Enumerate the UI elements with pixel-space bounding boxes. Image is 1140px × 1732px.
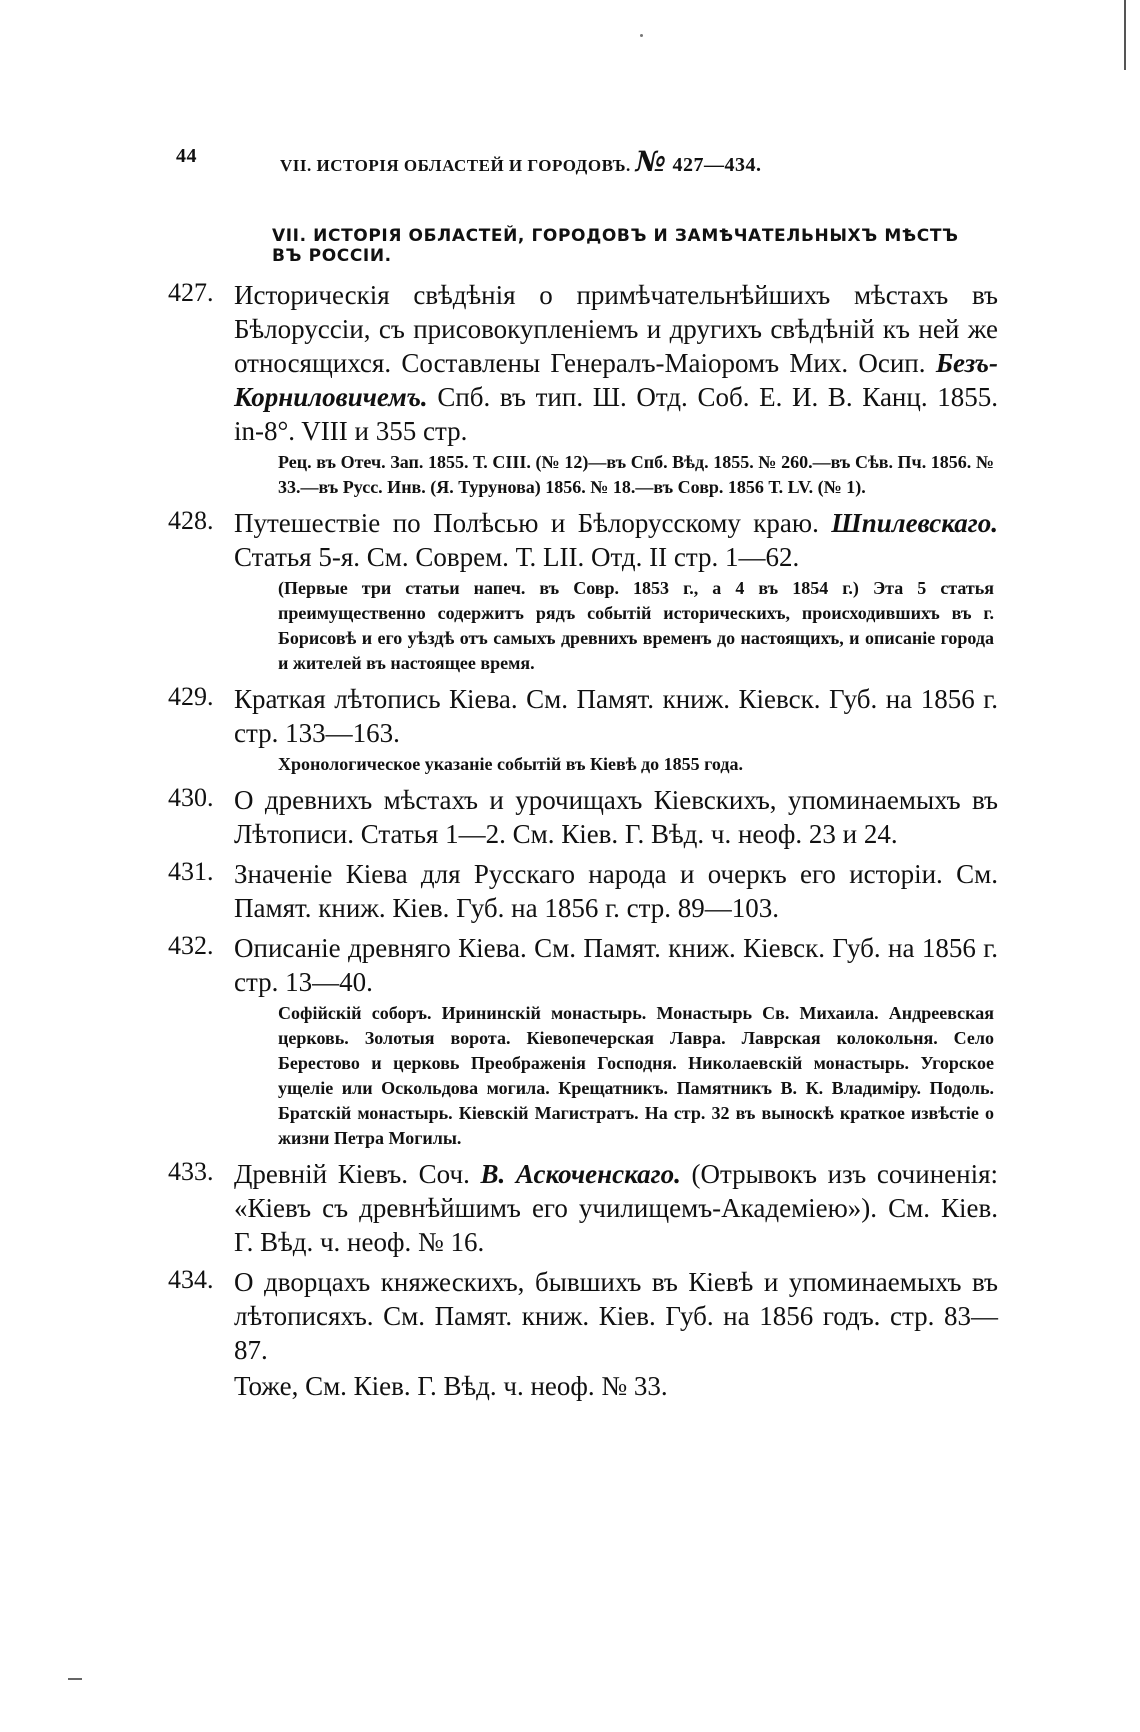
entry-number: 434. (168, 1265, 214, 1294)
entry-extra: Тоже, См. Кіев. Г. Вѣд. ч. неоф. № 33. (234, 1371, 668, 1401)
entry-text: Историческія свѣдѣнія о примѣчательнѣйшихъ мѣстахъ въ Бѣлоруссіи, съ присовокупленіемъ и другихъ свѣдѣній къ ней же относящихся. Составлены Генералъ-Маіоромъ Мих. Осип. Безъ-Корниловичемъ. Спб. въ тип. Ш. Отд. Соб. Е. И. В. Канц. 1855. in-8°. VIII и 355 стр. (234, 280, 998, 446)
entry-number: 428. (168, 506, 214, 535)
entry-author: В. Аскоченскаго. (480, 1159, 681, 1189)
entry-text: Значеніе Кіева для Русскаго народа и очеркъ его исторіи. См. Памят. книж. Кіев. Губ. на 1856 г. стр. 89—103. (234, 859, 998, 923)
entry-author: Шпилевскаго. (831, 508, 998, 538)
entry-note: Софійскій соборъ. Ирининскій монастырь. Монастырь Св. Михаила. Андреевская церковь. Золотыя ворота. Кіевопечерская Лавра. Лаврская колокольня. Село Берестово и церковь Преображенія Господня. Николаевскій монастырь. Угорское ущеліе или Оскольдова могила. Крещатникъ. Памятникъ В. К. Владиміру. Подоль. Братскій монастырь. Кіевскій Магистратъ. На стр. 32 въ выноскѣ краткое извѣстіе о жизни Петра Могилы. (278, 1003, 994, 1148)
entry-number: 431. (168, 857, 214, 886)
entry-number: 433. (168, 1157, 214, 1186)
entry-note: Хронологическое указаніе событій въ Кіевѣ до 1855 года. (278, 754, 743, 774)
page-number: 44 (176, 145, 197, 167)
entry-text: Краткая лѣтопись Кіева. См. Памят. книж. Кіевск. Губ. на 1856 г. стр. 133—163. (234, 684, 998, 748)
entry-author: Безъ-Корниловичемъ. (234, 348, 998, 412)
entry-note: Рец. въ Отеч. Зап. 1855. Т. CIII. (№ 12)—въ Спб. Вѣд. 1855. № 260.—въ Сѣв. Пч. 1856. № 33.—въ Русс. Инв. (Я. Турунова) 1856. № 18.—въ Совр. 1856 Т. LV. (№ 1). (278, 452, 994, 497)
numero-sign: № (635, 145, 667, 178)
print-speck (640, 34, 643, 37)
entry-433 (168, 1157, 998, 1259)
entry-number: 432. (168, 931, 214, 960)
entry-text: Описаніе древняго Кіева. См. Памят. книж. Кіевск. Губ. на 1856 г. стр. 13—40. (234, 933, 998, 997)
entries-list (168, 278, 998, 1409)
entry-432 (168, 931, 998, 1151)
margin-mark (68, 1678, 82, 1680)
entry-number: 427. (168, 278, 214, 307)
header-title: VII. ИСТОРІЯ ОБЛАСТЕЙ И ГОРОДОВЪ. № 427—434. (280, 145, 762, 178)
entry-number: 430. (168, 783, 214, 812)
entry-427 (168, 278, 998, 500)
entry-430 (168, 783, 998, 851)
entry-number: 429. (168, 682, 214, 711)
section-title: VII. ИСТОРІЯ ОБЛАСТЕЙ, ГОРОДОВЪ И ЗАМѢЧАТЕЛЬНЫХЪ МѢСТЪ ВЪ РОССІИ. (272, 226, 959, 266)
page-edge-line (1124, 0, 1126, 70)
entry-range: 427—434. (672, 154, 762, 176)
entry-434 (168, 1265, 998, 1403)
entry-text: Путешествіе по Полѣсью и Бѣлорусскому краю. Шпилевскаго. Статья 5-я. См. Соврем. Т. LII. Отд. II стр. 1—62. (234, 508, 998, 572)
entry-429 (168, 682, 998, 777)
entry-text: О древнихъ мѣстахъ и урочищахъ Кіевскихъ, упоминаемыхъ въ Лѣтописи. Статья 1—2. См. Кіев. Г. Вѣд. ч. неоф. 23 и 24. (234, 785, 998, 849)
entry-text: Древній Кіевъ. Соч. В. Аскоченскаго. (Отрывокъ изъ сочиненія: «Кіевъ съ древнѣйшимъ его училищемъ-Академіею»). См. Кіев. Г. Вѣд. ч. неоф. № 16. (234, 1159, 998, 1257)
entry-428 (168, 506, 998, 676)
entry-text: О дворцахъ княжескихъ, бывшихъ въ Кіевѣ и упоминаемыхъ въ лѣтописяхъ. См. Памят. книж. Кіев. Губ. на 1856 годъ. стр. 83—87. (234, 1267, 998, 1365)
entry-note: (Первые три статьи напеч. въ Совр. 1853 г., а 4 въ 1854 г.) Эта 5 статья преимущественно содержитъ рядъ событій историческихъ, происходившихъ въ г. Борисовѣ и его уѣздѣ отъ самыхъ древнихъ временъ до настоящихъ, и описаніе города и жителей въ настоящее время. (278, 578, 994, 673)
entry-431 (168, 857, 998, 925)
